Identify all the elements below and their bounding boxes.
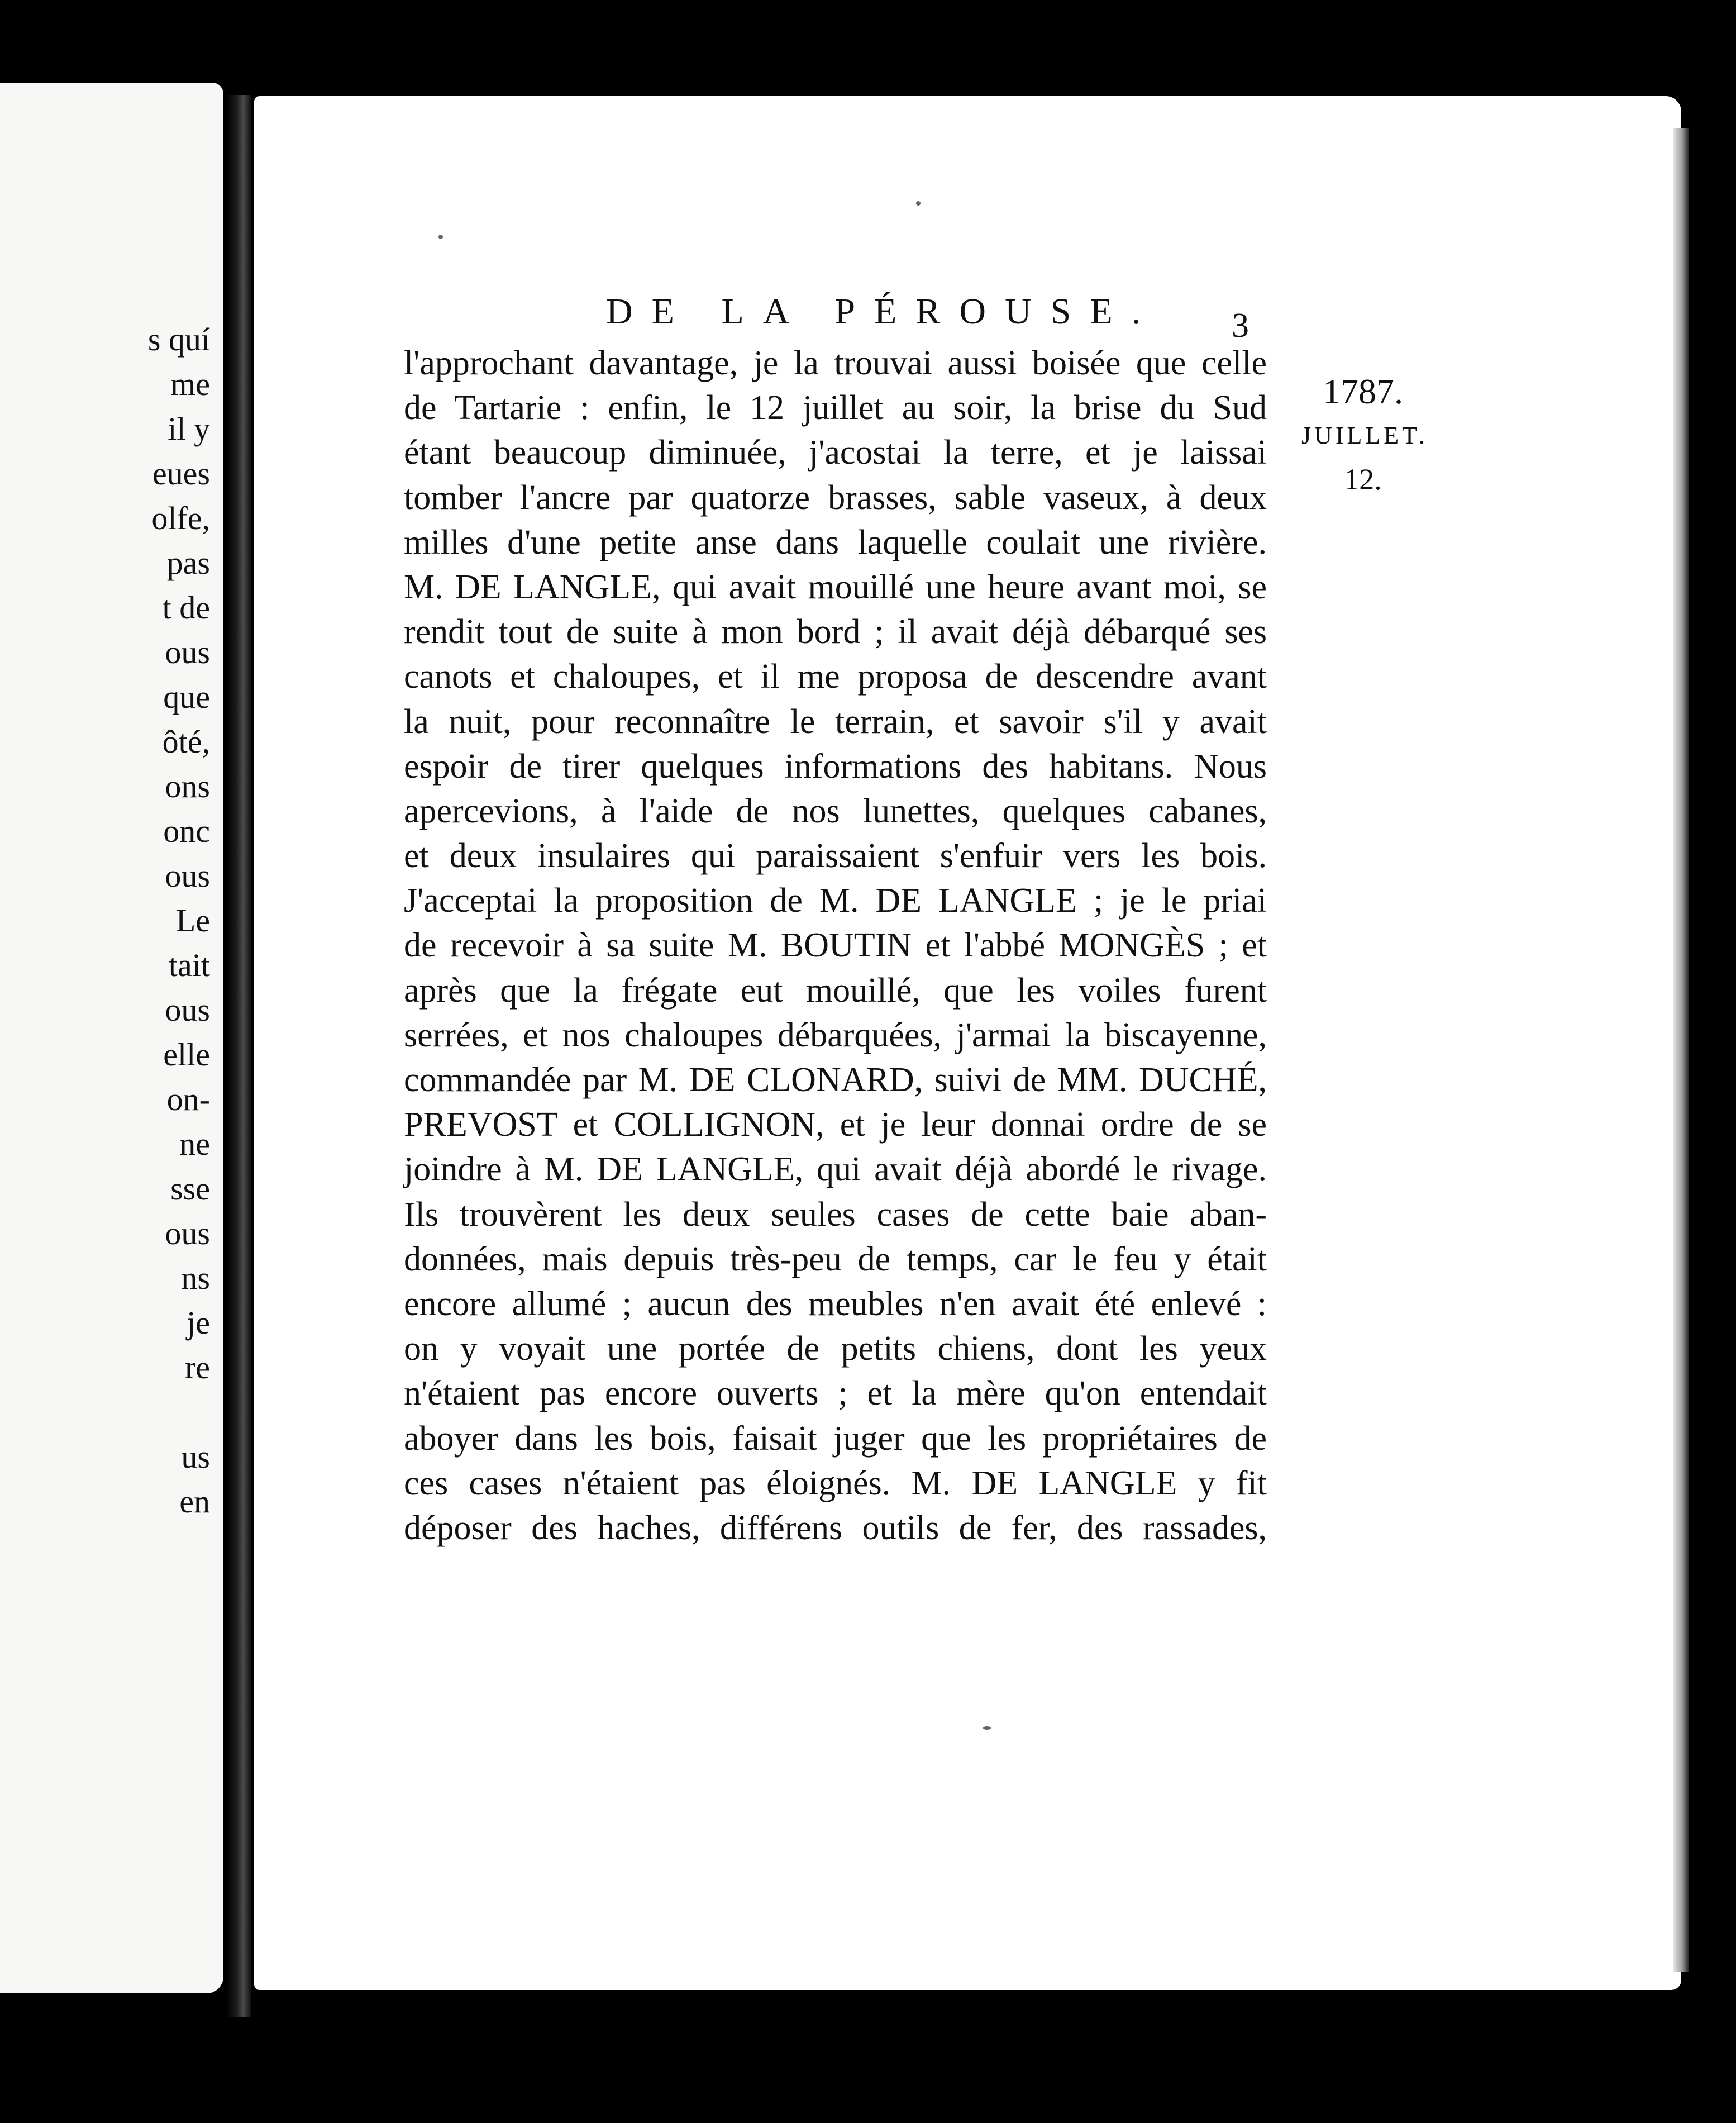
left-line [42, 1390, 210, 1435]
left-line: ous [165, 858, 210, 894]
left-line: il y [168, 411, 210, 447]
ink-speck [983, 1726, 991, 1730]
ink-speck [438, 235, 443, 239]
text-line: de recevoir à sa suite M. BOUTIN et l'abbé MONGÈS ; et [404, 926, 1267, 965]
text-line: commandée par M. DE CLONARD, suivi de MM. DUCHÉ, [404, 1061, 1267, 1099]
text-line: on y voyait une portée de petits chiens, dont les yeux [404, 1330, 1267, 1368]
text-line: Ils trouvèrent les deux seules cases de cette baie aban- [404, 1195, 1267, 1234]
left-line: ous [165, 1215, 210, 1251]
left-line: ne [179, 1126, 210, 1162]
text-line: étant beaucoup diminuée, j'acostai la terre, et je laissai [404, 434, 1267, 472]
text-line: espoir de tirer quelques informations des habitans. Nous [404, 747, 1267, 786]
text-line: PREVOST et COLLIGNON, et je leur donnai ordre de se [404, 1106, 1267, 1144]
left-line: me [170, 366, 210, 402]
ink-speck [916, 201, 921, 206]
text-line: joindre à M. DE LANGLE, qui avait déjà abordé le rivage. [404, 1150, 1267, 1189]
body-text [404, 341, 1267, 1550]
left-line: us [181, 1439, 210, 1475]
text-line: et deux insulaires qui paraissaient s'enfuir vers les bois. [404, 837, 1267, 875]
text-line: encore allumé ; aucun des meubles n'en avait été enlevé : [404, 1284, 1267, 1323]
left-line: ns [181, 1260, 210, 1296]
left-line: tait [168, 947, 210, 983]
text-line: données, mais depuis très-peu de temps, car le feu y était [404, 1240, 1267, 1278]
left-line: ous [165, 634, 210, 670]
book-gutter [226, 95, 251, 2017]
left-line: s quí [147, 321, 210, 358]
text-line: après que la frégate eut mouillé, que les voiles furent [404, 971, 1267, 1010]
left-line: ous [165, 992, 210, 1028]
text-line: apercevions, à l'aide de nos lunettes, quelques cabanes, [404, 792, 1267, 830]
running-head: DE LA PÉROUSE. [606, 291, 1160, 332]
left-line: ôté, [162, 723, 210, 760]
text-line: serrées, et nos chaloupes débarquées, j'armai la biscayenne, [404, 1016, 1267, 1054]
text-line: aboyer dans les bois, faisait juger que les propriétaires de [404, 1419, 1267, 1458]
text-line: J'acceptai la proposition de M. DE LANGLE ; je le priai [404, 882, 1267, 920]
left-line: je [187, 1305, 210, 1341]
left-line: onc [163, 813, 210, 849]
left-line: ons [165, 768, 210, 805]
left-line: t de [162, 589, 210, 626]
text-line: la nuit, pour reconnaître le terrain, et savoir s'il y avait [404, 702, 1267, 741]
left-line: re [184, 1349, 210, 1386]
text-line: l'approchant davantage, je la trouvai aussi boisée que celle [404, 344, 1267, 382]
margin-day: 12. [1344, 463, 1382, 496]
page-number: 3 [1232, 307, 1249, 345]
text-line: de Tartarie : enfin, le 12 juillet au soir, la brise du Sud [404, 389, 1267, 427]
text-line: n'étaient pas encore ouverts ; et la mère qu'on entendait [404, 1374, 1267, 1413]
margin-date-note [1301, 369, 1428, 502]
left-line: pas [166, 545, 210, 581]
text-line: rendit tout de suite à mon bord ; il avait déjà débarqué ses [404, 613, 1267, 651]
margin-year: 1787. [1323, 372, 1403, 411]
text-line: tomber l'ancre par quatorze brasses, sable vaseux, à deux [404, 478, 1267, 517]
left-line: que [163, 679, 210, 715]
left-line: eues [152, 455, 210, 492]
text-line: déposer des haches, différens outils de fer, des rassades, [404, 1508, 1267, 1547]
text-line: ces cases n'étaient pas éloignés. M. DE LANGLE y fit [404, 1464, 1267, 1502]
left-line: elle [163, 1036, 210, 1073]
text-line: canots et chaloupes, et il me proposa de descendre avant [404, 658, 1267, 696]
page-edge-shadow [1673, 128, 1689, 1972]
text-line: M. DE LANGLE, qui avait mouillé une heure avant moi, se [404, 568, 1267, 606]
margin-month: JUILLET. [1301, 422, 1428, 449]
text-line: milles d'une petite anse dans laquelle coulait une rivière. [404, 523, 1267, 561]
left-line: Le [175, 902, 210, 939]
left-facing-page [0, 83, 223, 1993]
left-line: on- [166, 1081, 210, 1117]
left-line: sse [170, 1170, 210, 1207]
left-page-text [42, 317, 210, 1524]
left-line: en [179, 1483, 210, 1520]
left-line: olfe, [151, 500, 210, 536]
